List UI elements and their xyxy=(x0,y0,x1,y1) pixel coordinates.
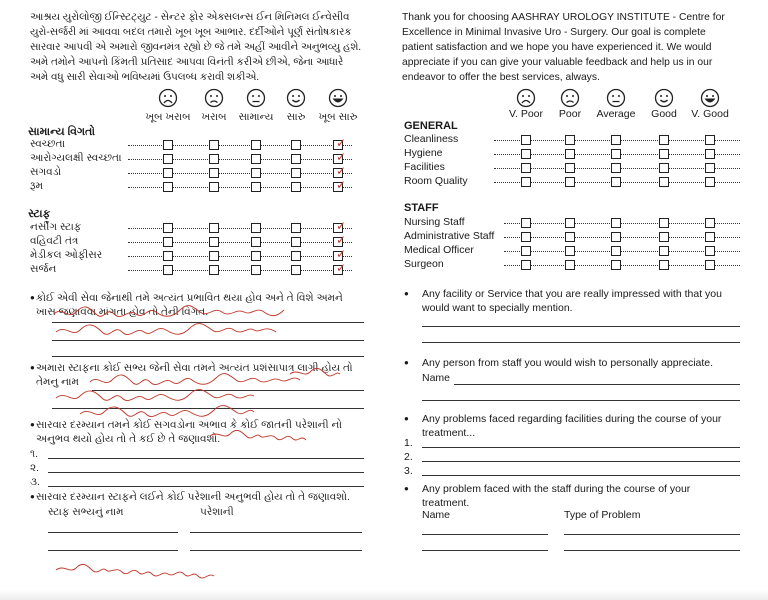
rating-checkbox[interactable] xyxy=(163,265,173,275)
rating-label: Average xyxy=(596,108,636,120)
rating-checkbox[interactable] xyxy=(251,154,261,164)
rating-checkbox[interactable] xyxy=(291,223,301,233)
rating-checkbox[interactable] xyxy=(163,182,173,192)
rating-checkbox[interactable] xyxy=(611,246,621,256)
answer-line xyxy=(422,342,740,343)
rating-checkbox[interactable] xyxy=(565,232,575,242)
list-number: 1. xyxy=(404,437,413,449)
sad-face-icon xyxy=(204,88,224,108)
rating-checkbox[interactable] xyxy=(209,251,219,261)
rating-checkbox[interactable] xyxy=(611,149,621,159)
rating-checkbox[interactable] xyxy=(611,218,621,228)
answer-line xyxy=(422,550,548,551)
rating-checkbox[interactable] xyxy=(521,218,531,228)
question-text: treatment... xyxy=(422,427,476,439)
column-label-problem: પરેશાની xyxy=(200,506,234,518)
intro-line: Thank you for choosing AASHRAY UROLOGY INSTITUTE - Centre for xyxy=(402,12,725,23)
intro-line: Excellence in Minimal Invasive Uro - Surgery. Our goal is complete xyxy=(402,27,706,38)
rating-checkbox[interactable] xyxy=(611,260,621,270)
rating-checkbox[interactable] xyxy=(521,149,531,159)
rating-checkbox[interactable] xyxy=(659,177,669,187)
intro-paragraph xyxy=(30,10,361,85)
neutral-face-icon xyxy=(606,88,626,108)
page-bottom-edge xyxy=(0,590,768,600)
bullet-icon: ● xyxy=(30,363,35,372)
question-text: અમારા સ્ટાફના કોઈ સભ્ય જેની સેવા તમને અત્યંત પ્રશંસાપાત્ર લાગી હોય તો xyxy=(36,362,353,374)
row-leader-line xyxy=(128,242,352,243)
section-header-staff: સ્ટાફ xyxy=(28,208,51,220)
rating-checkbox[interactable] xyxy=(565,135,575,145)
question-4 xyxy=(422,482,690,510)
rating-checkbox[interactable] xyxy=(251,168,261,178)
handwritten-tick-mark: ✓ xyxy=(336,261,347,275)
list-number: ૨. xyxy=(30,462,40,474)
rating-checkbox[interactable] xyxy=(611,163,621,173)
bullet-icon: ● xyxy=(404,358,409,367)
rating-checkbox[interactable] xyxy=(163,251,173,261)
bullet-icon: ● xyxy=(404,414,409,423)
rating-label: સામાન્ય xyxy=(238,111,274,123)
rating-label: V. Good xyxy=(691,108,729,120)
rating-checkbox[interactable] xyxy=(521,163,531,173)
rating-checkbox[interactable] xyxy=(251,237,261,247)
rating-checkbox[interactable] xyxy=(705,232,715,242)
rating-label: સારુ xyxy=(286,111,306,123)
row-leader-line xyxy=(128,228,352,229)
answer-line xyxy=(422,326,740,327)
column-label-staff-name: સ્ટાફ સભ્યનું નામ xyxy=(48,506,124,518)
handwritten-tick-mark: ✓ xyxy=(336,136,347,150)
rating-row-label: સર્જન xyxy=(30,263,57,275)
rating-row-label: Hygiene xyxy=(404,147,443,159)
bullet-icon: ● xyxy=(30,293,35,302)
handwritten-tick-mark: ✓ xyxy=(336,247,347,261)
bullet-icon: ● xyxy=(30,420,35,429)
rating-checkbox[interactable] xyxy=(209,223,219,233)
intro-line: અમે તમોને આપનો કિંમતી પ્રતિસાદ આપવા વિનંતી કરીએ છીએ, જેના આધારે xyxy=(30,57,344,68)
rating-checkbox[interactable] xyxy=(521,260,531,270)
rating-row-label: Room Quality xyxy=(404,175,468,187)
handwritten-tick-mark: ✓ xyxy=(336,164,347,178)
intro-line: patient satisfaction and we hope you have experienced it. We would xyxy=(402,42,712,53)
rating-checkbox[interactable] xyxy=(565,177,575,187)
rating-checkbox[interactable] xyxy=(705,149,715,159)
rating-row-label: નર્સીંગ સ્ટાફ xyxy=(30,221,82,233)
smile-face-icon xyxy=(654,88,674,108)
rating-checkbox[interactable] xyxy=(163,223,173,233)
rating-row-label: વહિવટી તંત્ર xyxy=(30,235,79,247)
rating-checkbox[interactable] xyxy=(565,218,575,228)
answer-line xyxy=(454,384,740,385)
very-sad-face-icon xyxy=(158,88,178,108)
rating-checkbox[interactable] xyxy=(659,149,669,159)
rating-row-label: આરોગ્યલક્ષી સ્વચ્છતા xyxy=(30,152,122,164)
rating-checkbox[interactable] xyxy=(209,168,219,178)
question-text: સારવાર દરમ્યાન તમને કોઈ સગવડોના અભાવ કે કોઈ જાતની પરેશાની નો xyxy=(36,419,342,431)
rating-checkbox[interactable] xyxy=(565,246,575,256)
intro-line: appreciate if you can give your valuable feedback and help us in our xyxy=(402,57,713,68)
rating-label: V. Poor xyxy=(508,108,544,120)
list-number: 2. xyxy=(404,451,413,463)
rating-label: ખૂબ સારુ xyxy=(318,111,358,123)
rating-row-label: Nursing Staff xyxy=(404,216,465,228)
rating-checkbox[interactable] xyxy=(565,260,575,270)
question-text: Any person from staff you would wish to personally appreciate. xyxy=(422,357,714,369)
english-page xyxy=(384,0,768,600)
rating-checkbox[interactable] xyxy=(705,163,715,173)
question-text: તેમનુ નામ xyxy=(36,376,79,388)
answer-line xyxy=(422,534,548,535)
row-leader-line xyxy=(128,256,352,257)
rating-checkbox[interactable] xyxy=(251,251,261,261)
section-header-general: GENERAL xyxy=(404,120,458,132)
rating-checkbox[interactable] xyxy=(611,177,621,187)
rating-checkbox[interactable] xyxy=(565,149,575,159)
row-leader-line xyxy=(128,187,352,188)
bullet-icon: ● xyxy=(404,289,409,298)
column-label-type-of-problem: Type of Problem xyxy=(564,509,641,521)
rating-checkbox[interactable] xyxy=(209,237,219,247)
row-leader-line xyxy=(128,159,352,160)
rating-checkbox[interactable] xyxy=(659,260,669,270)
question-text: treatment. xyxy=(422,497,470,509)
question-3 xyxy=(422,412,721,440)
handwritten-tick-mark: ✓ xyxy=(336,150,347,164)
intro-line: યુરો-સર્જરી માં આવવા બદલ તમારો ખૂબ ખૂબ આભાર. દર્દીઓને પૂર્ણ સંતોષકારક xyxy=(30,27,352,38)
rating-row-label: Medical Officer xyxy=(404,244,474,256)
rating-label: ખૂબ ખરાબ xyxy=(145,111,191,123)
question-text: કોઈ એવી સેવા જેનાથી તમે અત્યંત પ્રભાવિત થયા હોવ અને તે વિશે અમને xyxy=(36,292,343,304)
answer-line xyxy=(564,550,740,551)
rating-checkbox[interactable] xyxy=(705,177,715,187)
rating-checkbox[interactable] xyxy=(521,135,531,145)
rating-checkbox[interactable] xyxy=(291,251,301,261)
rating-row-label: Cleanliness xyxy=(404,133,459,145)
row-leader-line xyxy=(128,145,352,146)
rating-checkbox[interactable] xyxy=(291,182,301,192)
answer-line xyxy=(422,400,740,401)
rating-checkbox[interactable] xyxy=(291,237,301,247)
big-smile-face-icon xyxy=(328,88,348,108)
rating-checkbox[interactable] xyxy=(209,154,219,164)
rating-checkbox[interactable] xyxy=(521,177,531,187)
question-1 xyxy=(422,287,722,315)
question-text: અનુભવ થયો હોય તો તે કઈ છે તે જણાવશો. xyxy=(36,433,221,445)
intro-paragraph xyxy=(402,10,725,85)
rating-row-label: રૂમ xyxy=(30,180,43,192)
handwritten-tick-mark: ✓ xyxy=(336,219,347,233)
rating-checkbox[interactable] xyxy=(251,140,261,150)
rating-checkbox[interactable] xyxy=(291,265,301,275)
rating-row-label: મેડીકલ ઓફીસર xyxy=(30,249,103,261)
question-2 xyxy=(422,356,713,370)
bullet-icon: ● xyxy=(30,492,35,501)
rating-checkbox[interactable] xyxy=(659,246,669,256)
rating-checkbox[interactable] xyxy=(659,135,669,145)
handwritten-tick-mark: ✓ xyxy=(336,233,347,247)
list-number: ૧. xyxy=(30,448,39,460)
rating-label: Poor xyxy=(558,108,582,120)
row-leader-line xyxy=(128,270,352,271)
rating-row-label: સગવડો xyxy=(30,166,62,178)
rating-checkbox[interactable] xyxy=(209,140,219,150)
rating-checkbox[interactable] xyxy=(163,154,173,164)
rating-checkbox[interactable] xyxy=(251,265,261,275)
answer-line xyxy=(422,447,740,448)
rating-checkbox[interactable] xyxy=(291,168,301,178)
question-text: સારવાર દરમ્યાન સ્ટાફને લઈને કોઈ પરેશાની અનુભવી હોય તો તે જણાવશો. xyxy=(36,491,350,503)
rating-checkbox[interactable] xyxy=(163,140,173,150)
answer-line xyxy=(422,461,740,462)
answer-line xyxy=(564,534,740,535)
rating-checkbox[interactable] xyxy=(291,154,301,164)
rating-row-label: Facilities xyxy=(404,161,445,173)
rating-checkbox[interactable] xyxy=(659,218,669,228)
rating-checkbox[interactable] xyxy=(705,246,715,256)
very-sad-face-icon xyxy=(516,88,536,108)
handwriting-ink xyxy=(50,300,370,590)
bullet-icon: ● xyxy=(404,484,409,493)
rating-row-label: સ્વચ્છતા xyxy=(30,138,66,150)
question-text: Any facility or Service that you are really impressed with that you xyxy=(422,288,722,300)
rating-checkbox[interactable] xyxy=(291,140,301,150)
rating-label: ખરાબ xyxy=(201,111,227,123)
question-text: Any problem faced with the staff during the course of your xyxy=(422,483,691,495)
rating-checkbox[interactable] xyxy=(163,237,173,247)
rating-checkbox[interactable] xyxy=(565,163,575,173)
rating-checkbox[interactable] xyxy=(611,232,621,242)
rating-row-label: Surgeon xyxy=(404,258,444,270)
rating-checkbox[interactable] xyxy=(251,223,261,233)
rating-checkbox[interactable] xyxy=(209,265,219,275)
neutral-face-icon xyxy=(246,88,266,108)
rating-checkbox[interactable] xyxy=(521,232,531,242)
rating-checkbox[interactable] xyxy=(611,135,621,145)
rating-checkbox[interactable] xyxy=(163,168,173,178)
rating-checkbox[interactable] xyxy=(659,163,669,173)
section-header-general: સામાન્ય વિગતો xyxy=(28,126,96,138)
list-number: 3. xyxy=(404,465,413,477)
intro-line: સારવાર આપવી એ અમારો જીવનમંત્ર રહ્યો છે જે તમે અહીં આવીને અનુભવ્યુ હશે. xyxy=(30,42,362,53)
rating-checkbox[interactable] xyxy=(659,232,669,242)
rating-checkbox[interactable] xyxy=(209,182,219,192)
rating-label: Good xyxy=(651,108,677,120)
rating-checkbox[interactable] xyxy=(705,260,715,270)
rating-checkbox[interactable] xyxy=(705,135,715,145)
intro-line: અમે વધુ સારી સેવાઓ ભવિષ્યમાં ઉપલબ્ધ કરાવી શકીએ. xyxy=(30,72,260,83)
handwritten-tick-mark: ✓ xyxy=(336,178,347,192)
sad-face-icon xyxy=(560,88,580,108)
intro-line: આશ્રય યુરોલોજી ઈન્સ્ટિટ્યુટ - સેન્ટર ફોર એક્સલન્સ ઈન મિનિમલ ઈન્વેસીવ xyxy=(30,12,350,23)
name-label: Name xyxy=(422,372,451,384)
row-leader-line xyxy=(128,173,352,174)
answer-line xyxy=(422,475,740,476)
smile-face-icon xyxy=(286,88,306,108)
column-label-name: Name xyxy=(422,509,451,521)
rating-checkbox[interactable] xyxy=(705,218,715,228)
question-text: ખાસ જણાવવા માંગતા હોવ તો તેની વિગત. xyxy=(36,306,209,318)
question-text: would want to specially mention. xyxy=(422,302,573,314)
big-smile-face-icon xyxy=(700,88,720,108)
rating-row-label: Administrative Staff xyxy=(404,230,495,242)
rating-checkbox[interactable] xyxy=(521,246,531,256)
rating-checkbox[interactable] xyxy=(251,182,261,192)
list-number: ૩. xyxy=(30,476,40,488)
question-text: Any problems faced regarding facilities during the course of your xyxy=(422,413,722,425)
intro-line: endeavor to offer the best services, always. xyxy=(402,72,600,83)
section-header-staff: STAFF xyxy=(404,202,439,214)
